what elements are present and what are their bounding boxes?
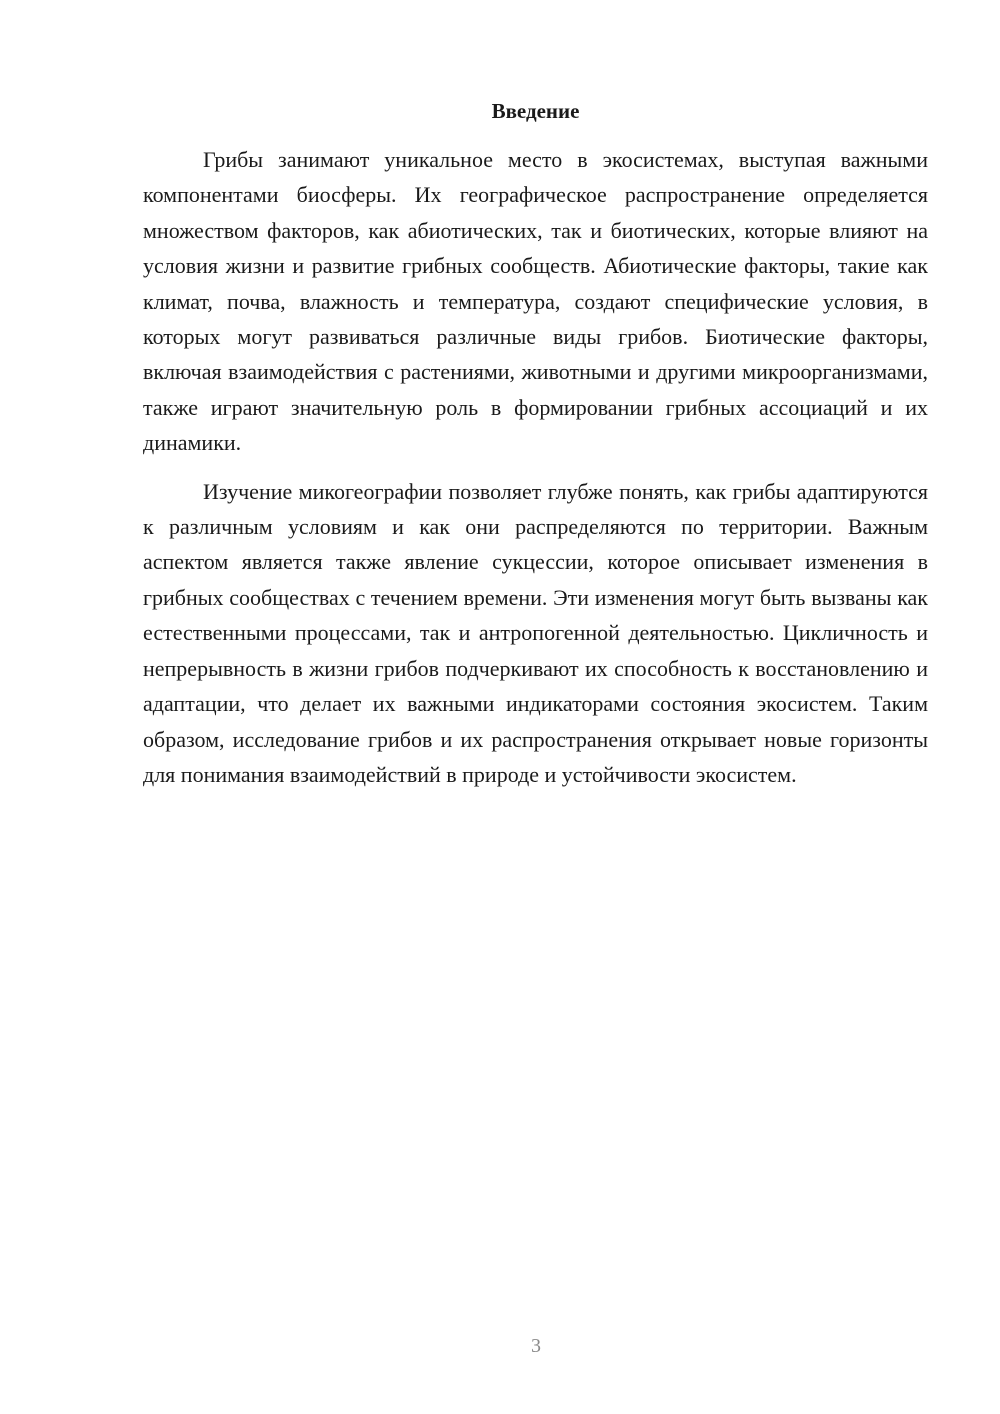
paragraph: Изучение микогеографии позволяет глубже понять, как грибы адаптируются к различным условиям и как они распределяются по территории. Важным аспектом является также явление сукцессии, которое описывает изменения в грибных сообществах с течением времени. Эти изменения могут быть вызваны как естественными процессами, так и антропогенной деятельностью. Цикличность и непрерывность в жизни грибов подчеркивают их способность к восстановлению и адаптации, что делает их важными индикаторами состояния экосистем. Таким образом, исследование грибов и их распространения открывает новые горизонты для понимания взаимодействий в природе и устойчивости экосистем.: [143, 478, 928, 787]
section-title: Введение: [491, 99, 580, 123]
page-number: 3: [531, 1335, 541, 1357]
body-text: [143, 142, 928, 792]
paragraph: Грибы занимают уникальное место в экосистемах, выступая важными компонентами биосферы. Их географическое распространение определяется множеством факторов, как абиотических, так и биотических, которые влияют на условия жизни и развитие грибных сообществ. Абиотические факторы, такие как климат, почва, влажность и температура, создают специфические условия, в которых могут развиваться различные виды грибов. Биотические факторы, включая взаимодействия с растениями, животными и другими микроорганизмами, также играют значительную роль в формировании грибных ассоциаций и их динамики.: [143, 147, 928, 456]
